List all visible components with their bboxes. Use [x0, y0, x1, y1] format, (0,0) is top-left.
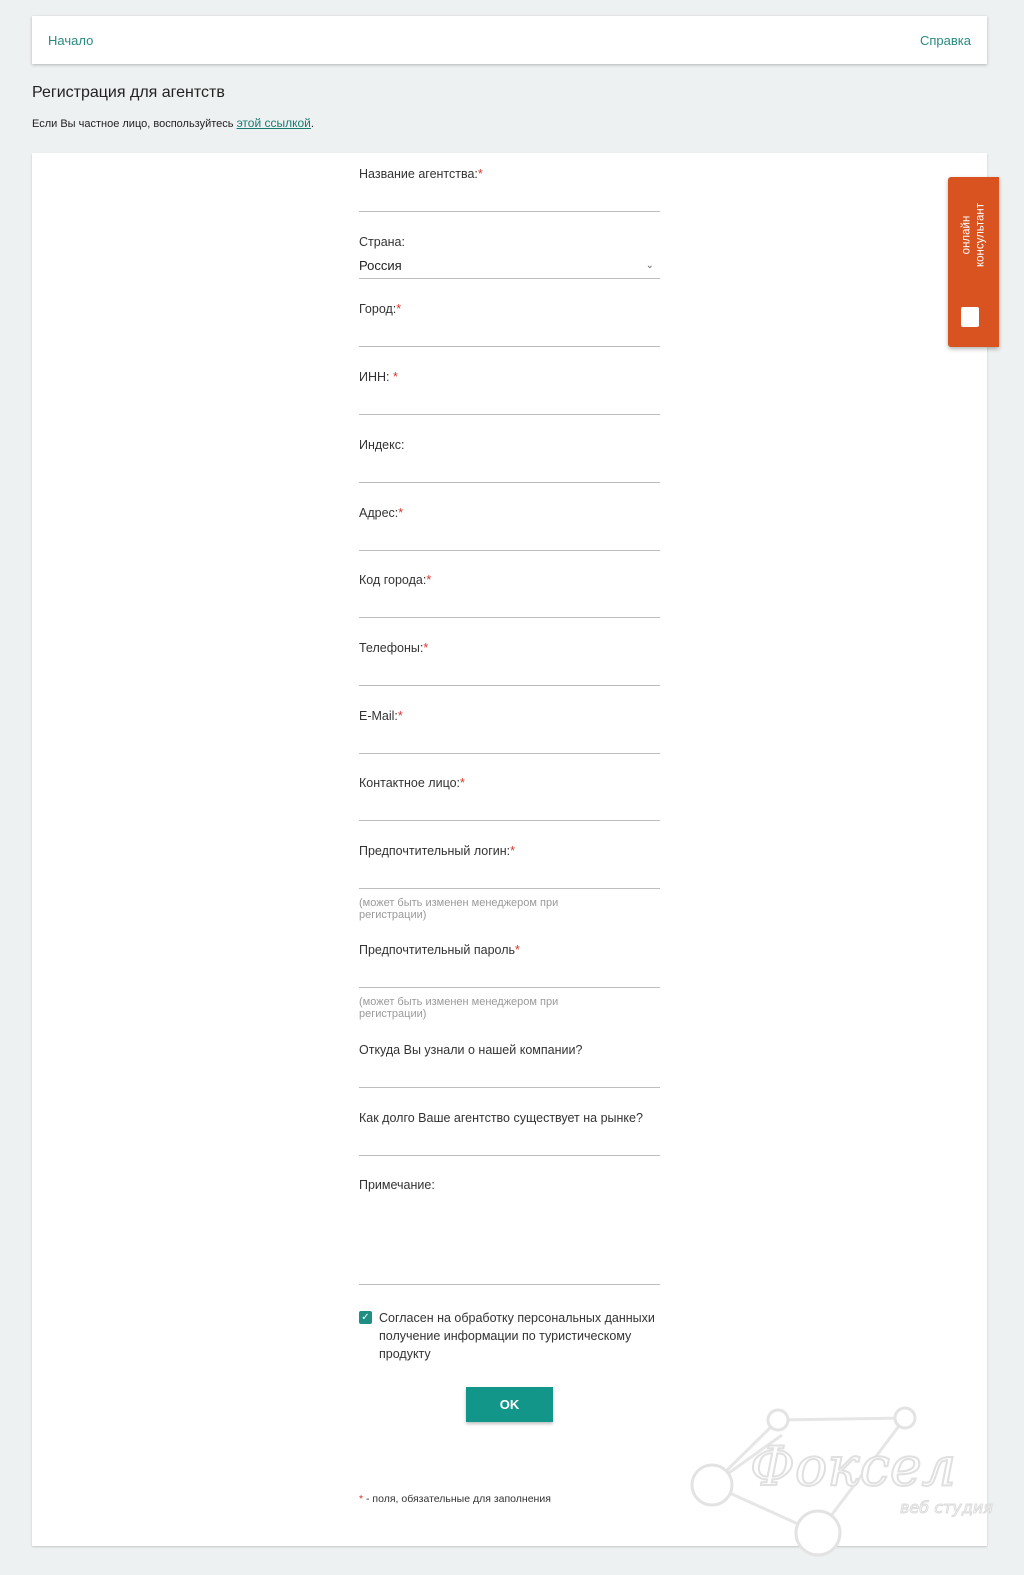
password-field[interactable]	[359, 943, 660, 1020]
index-label: Индекс:	[359, 438, 405, 452]
password-hint: (может быть изменен менеджером при регистрации)	[359, 996, 559, 1020]
ok-button[interactable]: OK	[466, 1387, 553, 1422]
duration-field[interactable]	[359, 1111, 660, 1125]
city-input[interactable]	[359, 346, 660, 347]
watermark-brand: Фоксел	[750, 1435, 957, 1498]
page-title: Регистрация для агентств	[32, 84, 225, 101]
subtitle-text: Если Вы частное лицо, воспользуйтесь	[32, 118, 237, 130]
foxel-watermark-logo	[690, 1400, 1020, 1570]
source-input[interactable]	[359, 1087, 660, 1088]
top-nav	[32, 16, 987, 64]
login-hint: (может быть изменен менеджером при регистрации)	[359, 897, 559, 921]
duration-input[interactable]	[359, 1155, 660, 1156]
phones-label: Телефоны:*	[359, 641, 429, 655]
country-select[interactable]	[359, 278, 660, 279]
inn-field[interactable]	[359, 370, 660, 384]
password-label: Предпочтительный пароль*	[359, 943, 520, 957]
nav-help-link[interactable]: Справка	[920, 32, 971, 48]
source-label: Откуда Вы узнали о нашей компании?	[359, 1043, 583, 1057]
index-input[interactable]	[359, 482, 660, 483]
source-field[interactable]	[359, 1043, 660, 1057]
subtitle-suffix: .	[310, 118, 314, 130]
private-person-link[interactable]: этой ссылкой	[236, 116, 311, 130]
phones-field[interactable]	[359, 641, 660, 655]
email-field[interactable]	[359, 709, 660, 723]
city-label: Город:*	[359, 302, 402, 316]
nav-home-link[interactable]: Начало	[48, 32, 94, 48]
phones-input[interactable]	[359, 685, 660, 686]
note-label: Примечание:	[359, 1178, 435, 1192]
consent-label: Согласен на обработку персональных данныхи получение информации по туристическому продукту	[379, 1311, 655, 1361]
login-label: Предпочтительный логин:*	[359, 844, 516, 858]
agency-name-field[interactable]	[359, 167, 660, 181]
city-field[interactable]	[359, 302, 660, 316]
inn-input[interactable]	[359, 414, 660, 415]
index-field[interactable]	[359, 438, 660, 452]
chevron-down-icon[interactable]: ⌄	[645, 260, 654, 271]
consent-row[interactable]	[359, 1309, 659, 1363]
contact-input[interactable]	[359, 820, 660, 821]
city-code-input[interactable]	[359, 617, 660, 618]
agency-name-input[interactable]	[359, 211, 660, 212]
country-select-value[interactable]: Россия	[359, 258, 402, 273]
login-field[interactable]	[359, 844, 660, 921]
consultant-label-1: онлайн	[960, 215, 973, 255]
city-code-label: Код города:*	[359, 573, 432, 587]
consultant-label-2: консультант	[974, 202, 987, 268]
email-label: E-Mail:*	[359, 709, 403, 723]
email-input[interactable]	[359, 753, 660, 754]
note-field[interactable]	[359, 1178, 660, 1192]
country-field[interactable]	[359, 235, 660, 273]
contact-label: Контактное лицо:*	[359, 776, 465, 790]
address-label: Адрес:*	[359, 506, 404, 520]
address-field[interactable]	[359, 506, 660, 520]
watermark-sub: веб студия	[900, 1498, 993, 1517]
page-subtitle	[32, 116, 314, 130]
duration-label: Как долго Ваше агентство существует на рынке?	[359, 1111, 643, 1125]
consent-checkbox[interactable]: ✓	[359, 1311, 372, 1324]
address-input[interactable]	[359, 550, 660, 551]
online-consultant-tab[interactable]	[948, 177, 999, 347]
login-input[interactable]	[359, 888, 660, 889]
agency-name-label: Название агентства:*	[359, 167, 483, 181]
city-code-field[interactable]	[359, 573, 660, 587]
contact-field[interactable]	[359, 776, 660, 790]
country-label: Страна:	[359, 235, 405, 249]
chat-icon	[961, 307, 979, 327]
required-footnote: * - поля, обязательные для заполнения	[359, 1493, 551, 1505]
password-input[interactable]	[359, 987, 660, 988]
note-textarea[interactable]	[359, 1284, 660, 1285]
inn-label: ИНН: *	[359, 370, 398, 384]
